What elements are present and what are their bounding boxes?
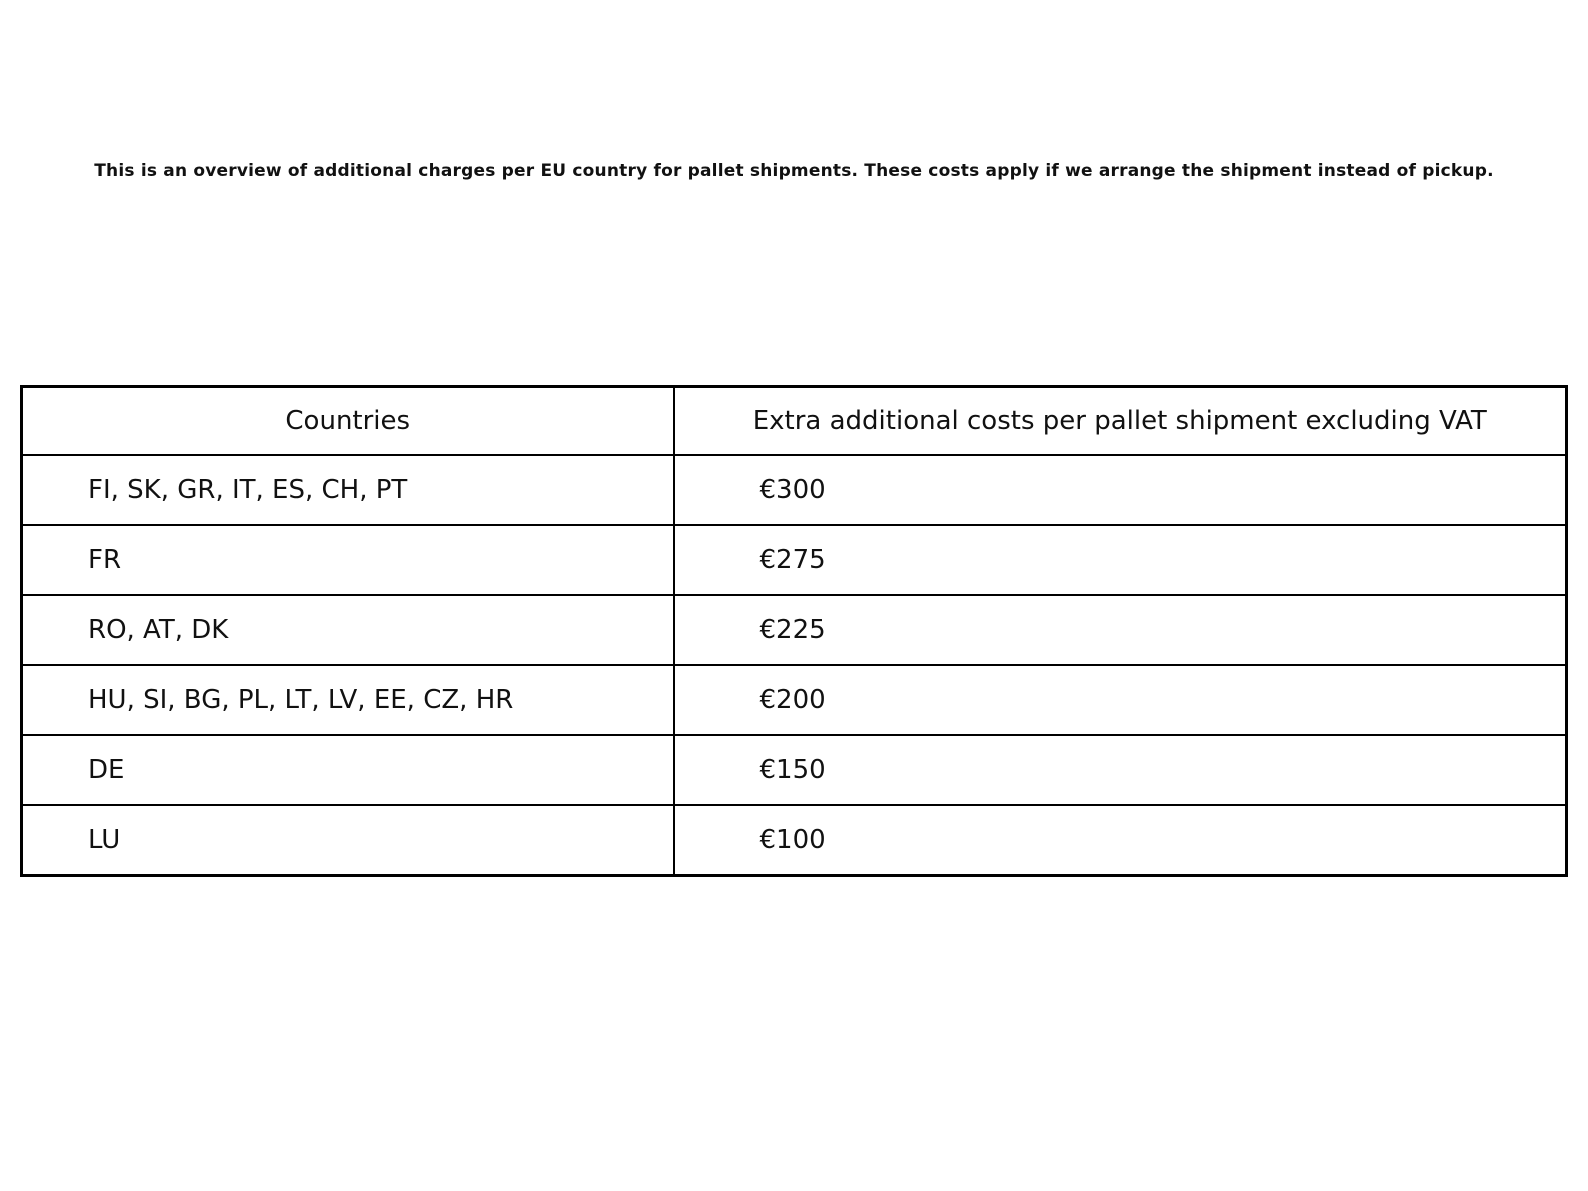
cost-cell: €200 (674, 665, 1567, 735)
table-row (22, 735, 1567, 805)
table-header-costs: Extra additional costs per pallet shipment excluding VAT (674, 387, 1567, 456)
countries-cell: RO, AT, DK (22, 595, 674, 665)
countries-cell: FR (22, 525, 674, 595)
cost-cell: €300 (674, 455, 1567, 525)
countries-cell: HU, SI, BG, PL, LT, LV, EE, CZ, HR (22, 665, 674, 735)
table-row (22, 525, 1567, 595)
countries-cell: LU (22, 805, 674, 876)
table-header-row (22, 387, 1567, 456)
table-row (22, 455, 1567, 525)
countries-cell: DE (22, 735, 674, 805)
table-header-countries: Countries (22, 387, 674, 456)
cost-cell: €225 (674, 595, 1567, 665)
cost-cell: €150 (674, 735, 1567, 805)
table-body (22, 455, 1567, 876)
charges-table (20, 385, 1568, 877)
table-row (22, 595, 1567, 665)
table-row (22, 805, 1567, 876)
cost-cell: €275 (674, 525, 1567, 595)
table-row (22, 665, 1567, 735)
table-header (22, 387, 1567, 456)
page-title: This is an overview of additional charges per EU country for pallet shipments. These costs apply if we arrange the shipment instead of pickup. (94, 161, 1494, 181)
cost-cell: €100 (674, 805, 1567, 876)
countries-cell: FI, SK, GR, IT, ES, CH, PT (22, 455, 674, 525)
